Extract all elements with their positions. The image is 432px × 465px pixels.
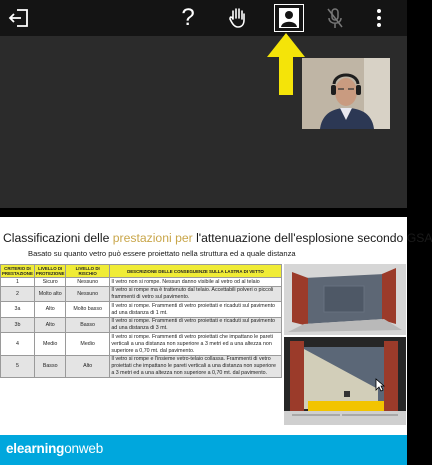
more-icon[interactable] — [364, 4, 394, 32]
table-header-row — [1, 265, 282, 278]
cell-protection: Basso — [34, 355, 66, 377]
table-row — [1, 317, 282, 333]
header-risk: LIVELLO DI RISCHIO — [66, 265, 109, 278]
cell-protection: Alto — [34, 302, 66, 318]
slide-title: Classificazioni delle prestazioni per l'attenuazione dell'esplosione secondo GSA — [3, 231, 432, 245]
cell-protection: Molto alto — [34, 286, 66, 302]
table-row — [1, 355, 282, 377]
cell-risk: Nessuno — [66, 286, 109, 302]
cell-risk: Medio — [66, 333, 109, 355]
participants-icon[interactable] — [274, 4, 304, 32]
cell-criterion: 4 — [1, 333, 35, 355]
cell-description: Il vetro si rompe. Frammenti di vetro proiettati e ricaduti sul pavimento ad una distanza di 1 mt. — [109, 302, 281, 318]
participant-video[interactable] — [302, 58, 390, 129]
cell-description: Il vetro si rompe ma è trattenuto dal telaio. Accettabili polveri o piccoli frammenti di vetro sul pavimento. — [109, 286, 281, 302]
cell-protection: Sicuro — [34, 278, 66, 287]
shared-slide — [0, 217, 432, 435]
elearningonweb-logo: elearningonweb — [6, 441, 104, 456]
cell-protection: Alto — [34, 317, 66, 333]
cell-criterion: 1 — [1, 278, 35, 287]
cell-risk: Basso — [66, 317, 109, 333]
cell-protection: Medio — [34, 333, 66, 355]
raise-hand-icon[interactable] — [223, 4, 253, 32]
cell-criterion: 5 — [1, 355, 35, 377]
slide-subtitle: Basato su quanto vetro può essere proiettato nella struttura ed a quale distanza — [28, 249, 296, 258]
cell-description: Il vetro si rompe e l'insieme vetro-telaio collassa. Frammenti di vetro proiettati che impattano le pareti verticali a una distanza non superiore a 3 metri ed a una altezza non superiore a 0,70 mt. dal pavimento. — [109, 355, 281, 377]
meeting-toolbar — [0, 0, 407, 36]
cell-risk: Nessuno — [66, 278, 109, 287]
help-label: ? — [181, 4, 195, 31]
cell-criterion: 2 — [1, 286, 35, 302]
room-illustration-top — [284, 264, 406, 335]
table-row — [1, 302, 282, 318]
cell-risk: Molto basso — [66, 302, 109, 318]
cell-description: Il vetro non si rompe. Nessun danno visibile al vetro od al telaio — [109, 278, 281, 287]
cell-description: Il vetro si rompe. Frammenti di vetro proiettati che impattano le pareti verticali a una distanza non superiore a 3 metri ed a una altezza non superiore a 0,70 mt. dal pavimento. — [109, 333, 281, 355]
mouse-cursor-icon — [375, 378, 385, 392]
cell-criterion: 3a — [1, 302, 35, 318]
table-row — [1, 333, 282, 355]
help-icon[interactable] — [173, 4, 203, 32]
arrow-annotation — [265, 31, 307, 97]
classification-table — [0, 264, 282, 378]
cell-risk: Alto — [66, 355, 109, 377]
table-row — [1, 278, 282, 287]
cell-description: Il vetro si rompe. Frammenti di vetro proiettati e ricaduti sul pavimento ad una distanza di 3 mt. — [109, 317, 281, 333]
room-illustration-bottom — [284, 337, 406, 425]
table-row — [1, 286, 282, 302]
header-protection: LIVELLO DI PROTEZIONE — [35, 266, 65, 277]
exit-icon[interactable] — [4, 4, 34, 32]
header-criterion: CRITERIO DI PRESTAZIONE — [2, 266, 33, 277]
header-description: DESCRIZIONE DELLE CONSEGUENZE SULLA LASTRA DI VETTO — [109, 265, 281, 278]
participant-avatar — [302, 58, 390, 129]
brand-footer — [0, 435, 407, 465]
microphone-muted-icon[interactable] — [320, 4, 350, 32]
cell-criterion: 3b — [1, 317, 35, 333]
